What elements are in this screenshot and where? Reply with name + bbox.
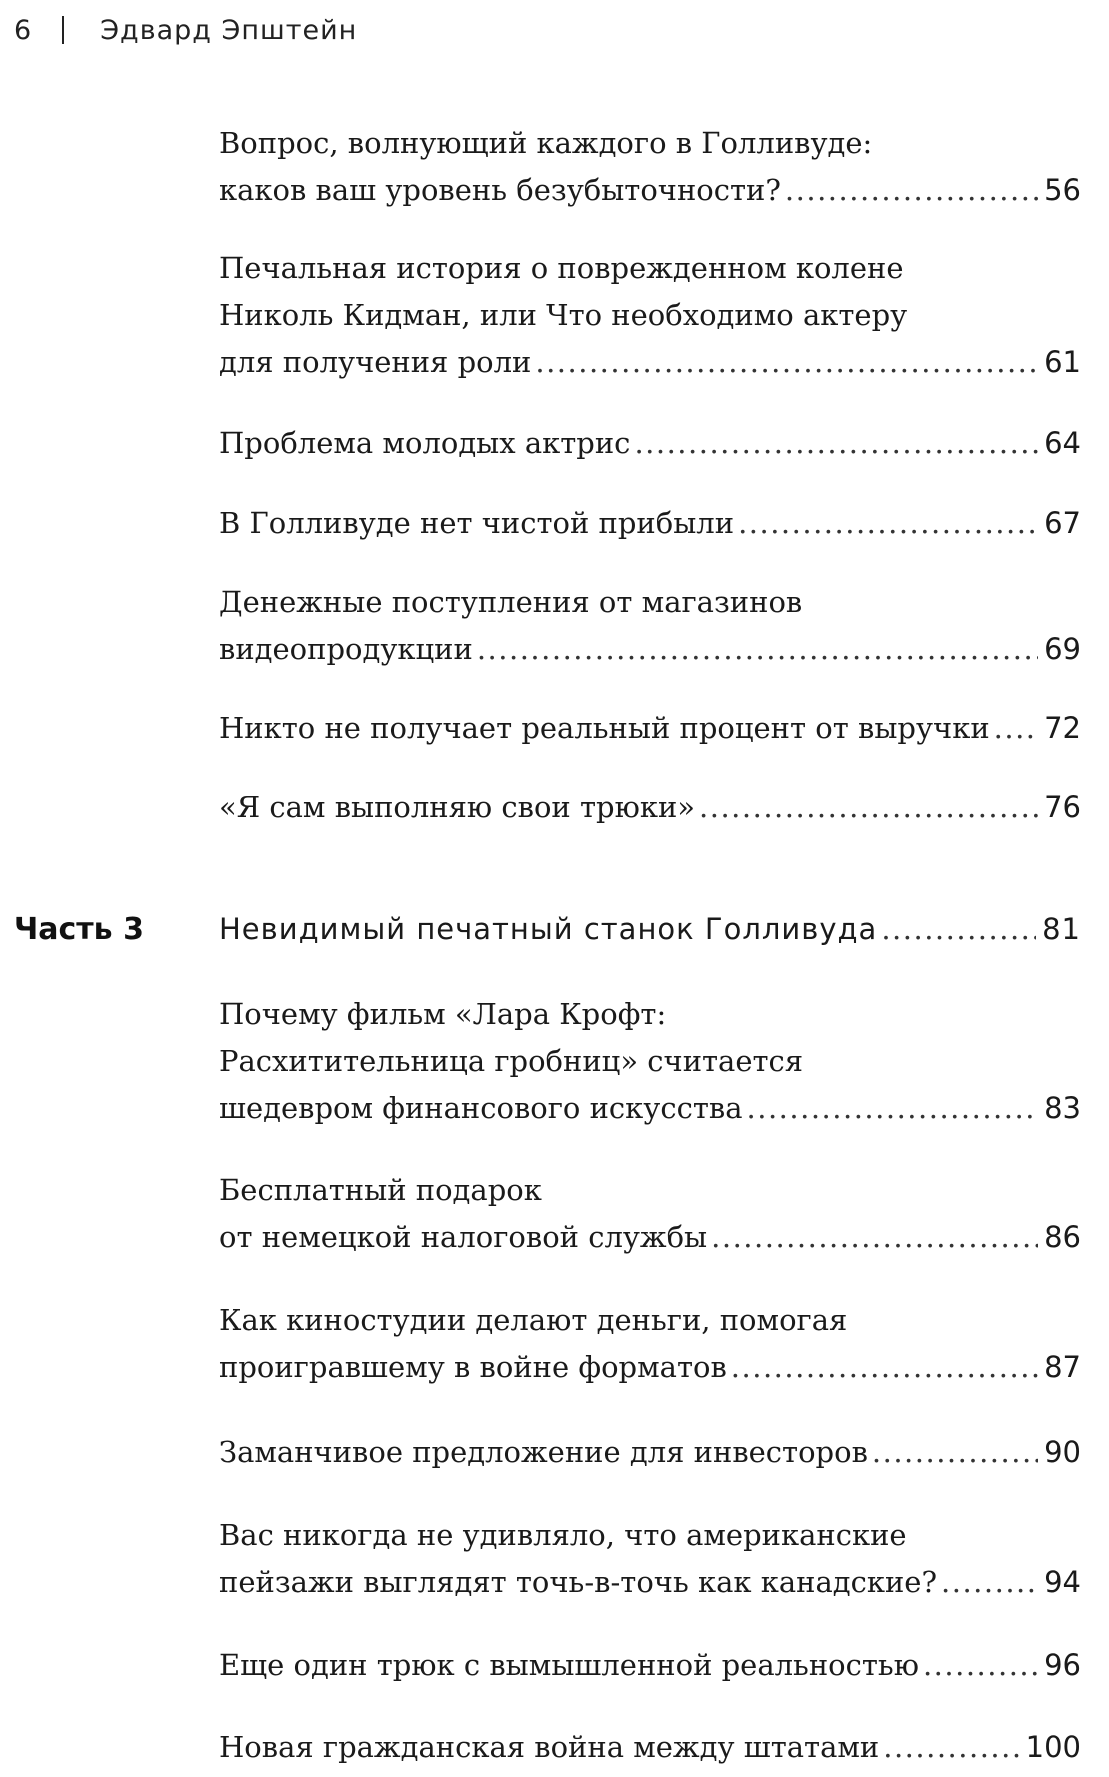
toc-page-number: 94 <box>1044 1565 1081 1599</box>
toc-entry-last-line <box>219 1214 1081 1261</box>
toc-entry-last-line <box>219 1724 1081 1771</box>
toc-entry <box>219 1167 1081 1261</box>
toc-entry-last-line <box>219 626 1081 673</box>
toc-entry <box>219 1429 1081 1476</box>
toc-entry-last-line <box>219 906 1081 953</box>
dot-leader <box>994 705 1038 752</box>
toc-entry-text: Заманчивое предложение для инвесторов <box>219 1435 868 1469</box>
toc-entry-text: Проблема молодых актрис <box>219 426 631 460</box>
dot-leader <box>747 1085 1039 1132</box>
toc-page-number: 76 <box>1044 790 1081 824</box>
toc-entry <box>219 991 1081 1132</box>
dot-leader <box>738 500 1038 547</box>
toc-entry-line: Денежные поступления от магазинов <box>219 585 803 619</box>
toc-entry-last-line <box>219 339 1081 386</box>
toc-entry-text: Еще один трюк с вымышленной реальностью <box>219 1648 919 1682</box>
toc-entry <box>219 120 1081 214</box>
toc-entry <box>219 1642 1081 1689</box>
toc-entry <box>219 1724 1081 1771</box>
dot-leader <box>872 1429 1038 1476</box>
toc-entry <box>219 784 1081 831</box>
toc-entry-line: Как киностудии делают деньги, помогая <box>219 1303 848 1337</box>
toc-entry-line: Николь Кидман, или Что необходимо актеру <box>219 298 908 332</box>
toc-entry <box>219 579 1081 673</box>
page-number: 6 <box>14 14 33 46</box>
toc-entry-line: Печальная история о поврежденном колене <box>219 251 904 285</box>
toc-page-number: 87 <box>1044 1350 1081 1384</box>
toc-page-number: 100 <box>1025 1730 1081 1764</box>
toc-entry <box>219 1512 1081 1606</box>
toc-page-number: 96 <box>1044 1648 1081 1682</box>
toc-entry-text: «Я сам выполняю свои трюки» <box>219 790 696 824</box>
toc-page-number: 61 <box>1044 345 1081 379</box>
toc-entry-line: Расхитительница гробниц» считается <box>219 1044 804 1078</box>
toc-entry-text: для получения роли <box>219 345 532 379</box>
dot-leader <box>731 1344 1038 1391</box>
dot-leader <box>477 626 1038 673</box>
toc-page-number: 67 <box>1044 506 1081 540</box>
dot-leader <box>535 339 1038 386</box>
toc-entry-last-line <box>219 1559 1081 1606</box>
toc-entry <box>219 705 1081 752</box>
toc-entry-text: шедевром финансового искусства <box>219 1091 743 1125</box>
dot-leader <box>699 784 1038 831</box>
dot-leader <box>785 167 1038 214</box>
toc-entry-last-line <box>219 1429 1081 1476</box>
dot-leader <box>941 1559 1038 1606</box>
toc-entry-text: каков ваш уровень безубыточности? <box>219 173 781 207</box>
toc-entry-text: проигравшему в войне форматов <box>219 1350 727 1384</box>
toc-part-entry <box>219 906 1081 953</box>
toc-page-number: 72 <box>1044 711 1081 745</box>
toc-entry <box>219 500 1081 547</box>
toc-entry <box>219 420 1081 467</box>
toc-page-number: 56 <box>1044 173 1081 207</box>
toc-part-title: Невидимый печатный станок Голливуда <box>219 912 878 946</box>
toc-entry-text: видеопродукции <box>219 632 473 666</box>
toc-entry <box>219 245 1081 386</box>
toc-entry-line: Почему фильм «Лара Крофт: <box>219 997 667 1031</box>
toc-entry-last-line <box>219 1085 1081 1132</box>
dot-leader <box>881 906 1036 953</box>
toc-entry-last-line <box>219 784 1081 831</box>
dot-leader <box>923 1642 1038 1689</box>
toc-entry-last-line <box>219 1344 1081 1391</box>
toc-entry-last-line <box>219 705 1081 752</box>
toc-entry-text: Никто не получает реальный процент от выручки <box>219 711 990 745</box>
toc-entry-last-line <box>219 1642 1081 1689</box>
dot-leader <box>634 420 1038 467</box>
toc-page-number: 83 <box>1044 1091 1081 1125</box>
author-name: Эдвард Эпштейн <box>100 14 358 46</box>
toc-page-number: 69 <box>1044 632 1081 666</box>
toc-entry-last-line <box>219 420 1081 467</box>
toc-entry-text: пейзажи выглядят точь-в-точь как канадские? <box>219 1565 938 1599</box>
toc-entry-text: от немецкой налоговой службы <box>219 1220 708 1254</box>
toc-entry-text: Новая гражданская война между штатами <box>219 1730 880 1764</box>
part-label: Часть 3 <box>14 912 144 947</box>
toc-entry-line: Бесплатный подарок <box>219 1173 542 1207</box>
toc-entry-last-line <box>219 167 1081 214</box>
toc-page-number: 64 <box>1044 426 1081 460</box>
toc-page-number: 90 <box>1044 1435 1081 1469</box>
dot-leader <box>883 1724 1019 1771</box>
toc-entry-line: Вас никогда не удивляло, что американские <box>219 1518 907 1552</box>
toc-entry-text: В Голливуде нет чистой прибыли <box>219 506 735 540</box>
toc-entry <box>219 1297 1081 1391</box>
toc-page-number: 81 <box>1042 912 1081 946</box>
toc-entry-line: Вопрос, волнующий каждого в Голливуде: <box>219 126 873 160</box>
toc-page-number: 86 <box>1044 1220 1081 1254</box>
toc-entry-last-line <box>219 500 1081 547</box>
dot-leader <box>711 1214 1038 1261</box>
